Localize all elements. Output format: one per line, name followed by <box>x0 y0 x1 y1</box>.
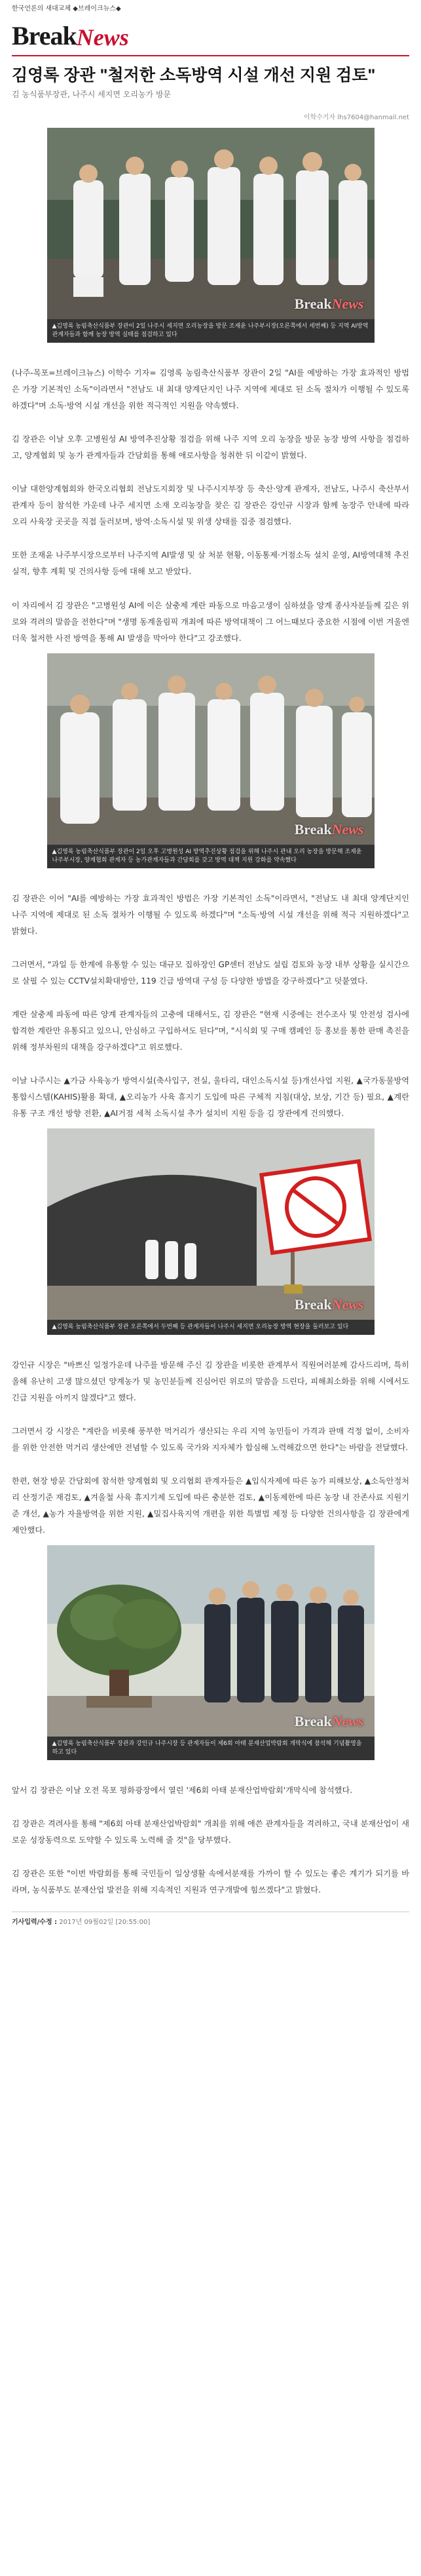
byline[interactable]: 이학수기자 lhs7604@hanmail.net <box>303 114 409 122</box>
watermark: BreakNews <box>294 820 364 837</box>
paragraph-11: 그러면서 강 시장은 "계란을 비롯해 풍부한 먹거리가 생산되는 우리 지역 농민들이 가격과 판매 걱정 없이, 소비자를 위한 안전한 먹거리 생산에만 전념할 수 있도록 국가와 지자체가 합심해 노력해갔으면 한다"는 바람을 전달했다. <box>12 1426 409 1452</box>
figure-3 <box>47 1128 375 1335</box>
paragraph-4: 또한 조재윤 나주부시장으로부터 나주지역 AI발생 및 살 처분 현황, 이동통제·거점소독 설치 운영, AI방역대책 추진실적, 향후 계획 및 건의사항 등에 대해 보고 받았다. <box>12 550 409 577</box>
photo-2 <box>47 653 375 845</box>
article-timestamp <box>12 1912 409 1926</box>
photo-4 <box>47 1545 375 1737</box>
paragraph-6: 김 장관은 이어 "AI를 예방하는 가장 효과적인 방법은 가장 기본적인 소독"이라면서, "전남도 내 최대 양계단지인 나주 지역에 제대로 된 소독 절차가 이행될 수 있도록 하겠다"며 "소독·방역 시설 개선을 위해 적극 지원하겠다"고 밝혔다. <box>12 893 409 936</box>
figure-2 <box>47 653 375 868</box>
site-logo[interactable] <box>12 14 409 56</box>
paragraph-9: 이날 나주시는 ▲가금 사육농가 방역시설(축사입구, 전실, 울타리, 대인소독시설 등)개선사업 지원, ▲국가동물방역통합시스템(KAHIS)활용 확대, ▲오리농가 사육 휴지기 도입에 따른 구체적 지침(대상, 보상, 기간 등) 필요, ▲계란 유통 구조 개선 방향 전환, ▲AI거점 세척 소독시설 추가 설치비 지원 등을 김 장관에게 건의했다. <box>12 1075 409 1118</box>
paragraph-10: 강인규 시장은 "바쁘신 일정가운데 나주를 방문해 주신 김 장관을 비롯한 관계부서 직원여러분께 감사드리며, 특히 올해 유난히 고생 많으셨던 양계농가 및 농민분들께 진심어린 위로의 말씀을 드린다, 피해최소화를 위해 시에서도 긴급 지원을 아끼지 않겠다"고 했다. <box>12 1360 409 1402</box>
paragraph-8: 계란 살충제 파동에 따른 양계 관계자들의 고충에 대해서도, 김 장관은 "현재 시중에는 전수조사 및 안전성 검사에 합격한 계란만 유통되고 있으니, 안심하고 구입하셔도 된다"며, "시식회 및 구매 캠페인 등 홍보를 통한 판매 촉진을 위해 정부차원의 대책을 강구하겠다"고 위로했다. <box>12 1009 409 1052</box>
paragraph-3: 이날 대한양계협회와 한국오리협회 전남도지회장 및 나주시지부장 등 축산·양계 관계자, 전남도, 나주시 축산부서 관계자 등이 참석한 가운데 나주 세지면 소재 오리농장을 찾은 김 장관은 강인규 시장과 함께 농장주 안내에 따라 오리 사육장 곳곳을 직접 둘러보며, 방역·소독시설 및 위생 상태를 집중 점검했다. <box>12 484 409 527</box>
paragraph-7: 그러면서, "과일 등 한계에 유통할 수 있는 대규모 집하장인 GP센터 전남도 설립 검토와 농장 내부 상황을 실시간으로 살필 수 있는 CCTV설치확대방안, 119 긴급 방역대 구성 등 다양한 방법을 강구하겠다"고 덧붙였다. <box>12 959 409 986</box>
paragraph-1: (나주-목포=브레이크뉴스) 이학수 기자= 김영록 농림축산식품부 장관이 2일 "AI를 예방하는 가장 효과적인 방법은 가장 기본적인 소독"이라면서 "전남도 내 최대 양계단지인 나주 지역에 제대로 된 소독 절차가 이행될 수 있도록 하겠다"며 소독·방역 시설 개선을 위한 적극적인 지원을 약속했다. <box>12 368 409 411</box>
paragraph-15: 김 장관은 또한 "이번 박람회를 통해 국민들이 일상생활 속에서분재를 가까이 할 수 있도는 좋은 계기가 되기를 바라며, 농식품부도 분재산업 발전을 위해 지속적인 지원과 연구개발에 힘쓰겠다"고 밝혔다. <box>12 1869 409 1895</box>
paragraph-12: 한편, 현장 방문 간담회에 참석한 양계협회 및 오리협회 관계자들은 ▲입식자제에 따른 농가 피해보상, ▲소독안정처리 산정기준 재검토, ▲겨울철 사육 휴지기제 도입에 따른 충분한 검토, ▲이동제한에 따른 농장 내 잔존사료 지원기준 개선, ▲농가 자율방역을 위한 지원, ▲밀집사육지역 개편을 위한 특별법 제정 등 다양한 건의사항을 김 장관에게 제안했다. <box>12 1476 409 1535</box>
photo-caption-3: ▲김영록 농림축산식품부 장관 오른쪽에서 두번째 등 관계자들이 나주시 세지면 오리농장 방역 현장을 둘러보고 있다 <box>47 1320 375 1335</box>
paragraph-5: 이 자리에서 김 장관은 "고병원성 AI에 이은 살충제 계란 파동으로 마음고생이 심하셨을 양계 종사자분들께 깊은 위로와 격려의 말씀을 전한다"며 "생명 동계올림픽 개최에 따른 방역대책이 그 어느때보다 중요한 시점에 이번 겨울엔 더욱 철저한 사전 방역을 통해 AI 발생을 막아야 한다"고 강조했다. <box>12 600 410 643</box>
watermark: BreakNews <box>294 296 364 313</box>
photo-3 <box>47 1128 375 1320</box>
paragraph-14: 김 장관은 격려사를 통해 "제6회 아태 분재산업박람회" 개최를 위해 애쓴 관계자들을 격려하고, 국내 분재산업이 새로운 성장동력으로 도약할 수 있도록 노력해 줄 것"을 당부했다. <box>12 1819 409 1845</box>
figure-4 <box>47 1545 375 1760</box>
paragraph-13: 앞서 김 장관은 이날 오전 목포 평화광장에서 열린 '제6회 아태 분재산업박람회'개막식에 참석했다. <box>12 1786 353 1796</box>
watermark: BreakNews <box>294 1713 364 1729</box>
timestamp-label: 기사입력/수정 : <box>12 1919 58 1927</box>
logo-part-news: News <box>76 24 129 50</box>
photo-1 <box>47 128 375 319</box>
headline: 김영록 장관 "철저한 소독방역 시설 개선 지원 검토" <box>12 66 376 85</box>
top-tagline: 한국언론의 새대교체 ◆브레이크뉴스◆ <box>12 5 121 12</box>
photo-caption-4: ▲김영록 농림축산식품부 장관과 강인규 나주시장 등 관계자들이 제6회 아태 분재산업박람회 개막식에 참석해 기념촬영을 하고 있다 <box>47 1737 375 1760</box>
timestamp-value: 2017년 09월02일 [20:55:00] <box>59 1919 151 1927</box>
subtitle: 김 농식품부장관, 나주시 세지면 오리농가 방문 <box>12 90 172 100</box>
photo-caption-1: ▲김영록 농림축산식품부 장관이 2일 나주시 세지면 오리농장을 방문 조재윤 나주부시장(오른쪽에서 세번째) 등 지역 AI방역 관계자들과 함께 농장 방역 실태를 점검하고 있다 <box>47 319 375 343</box>
figure-1 <box>47 128 375 343</box>
paragraph-2: 김 장관은 이날 오후 고병원성 AI 방역추진상황 점검을 위해 나주 지역 오리 농장을 방문 농장 방역 사항을 점검하고, 양계협회 및 농가 관계자들과 간담회를 통해 애로사항을 청취한 뒤 이같이 밝혔다. <box>12 434 409 461</box>
logo-part-break: Break <box>12 21 77 50</box>
watermark: BreakNews <box>294 1296 364 1313</box>
photo-caption-2: ▲김영록 농림축산식품부 장관이 2일 오후 고병원성 AI 방역추진상황 점검을 위해 나주시 관내 오리 농장을 방문해 조재윤 나주부시장, 양계협회 관계자 등 농가관계자들과 간담회를 갖고 방역 대책 지원 강화를 약속했다 <box>47 845 375 868</box>
